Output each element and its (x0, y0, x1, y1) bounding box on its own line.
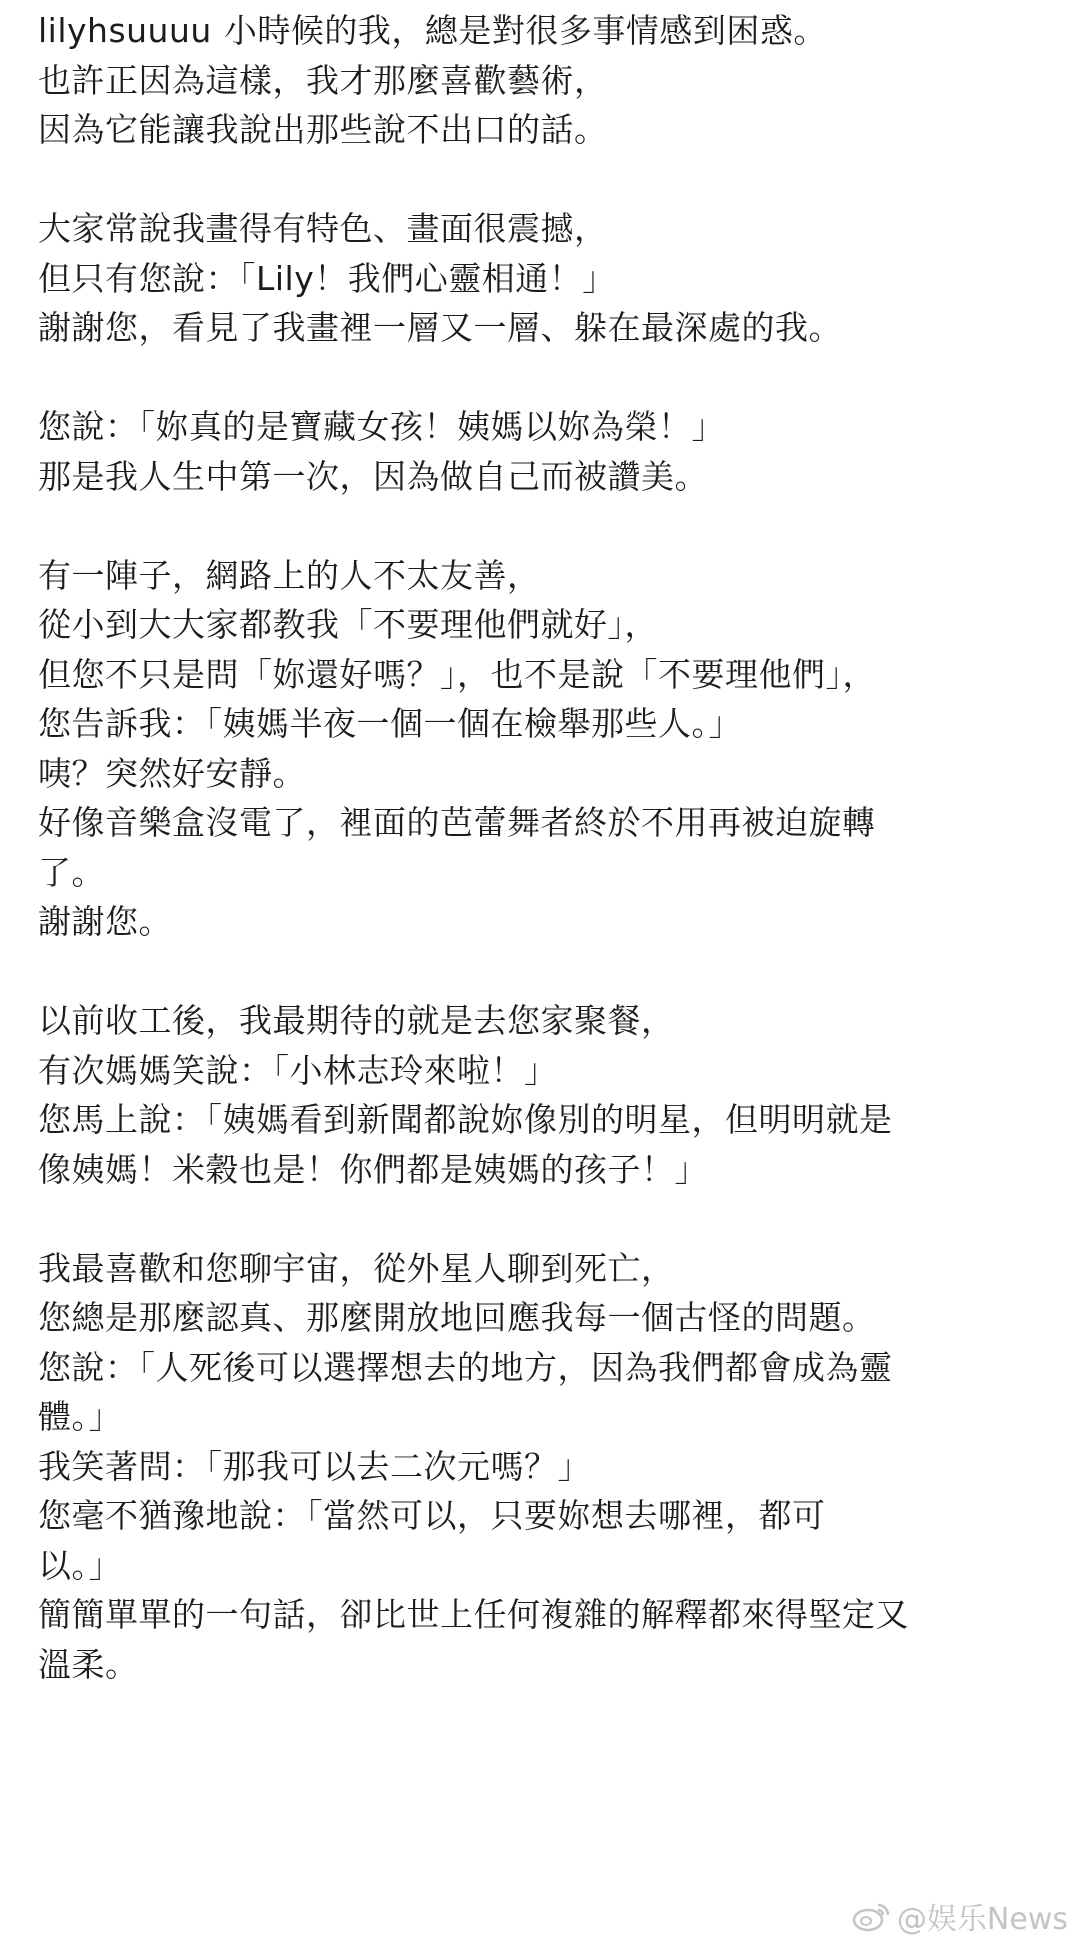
watermark (851, 1894, 1068, 1938)
caption-line: 您告訴我：「姨媽半夜一個一個在檢舉那些人。」 (38, 704, 742, 743)
caption-line: 以前收工後，我最期待的就是去您家聚餐， (38, 1001, 675, 1040)
username[interactable]: lilyhsuuuu (38, 11, 212, 50)
caption-line: 我最喜歡和您聊宇宙，從外星人聊到死亡， (38, 1248, 675, 1288)
weibo-icon (851, 1899, 891, 1933)
caption-blank-line (38, 501, 1058, 551)
caption-line (38, 6, 1058, 56)
caption-line: 簡簡單單的一句話，卻比世上任何複雜的解釋都來得堅定又 (38, 1595, 909, 1634)
caption-line: 那是我人生中第一次，因為做自己而被讚美。 (38, 456, 708, 496)
caption-line: 了。 (38, 852, 105, 892)
caption-line: 咦？突然好安靜。 (38, 753, 306, 793)
caption-line: 溫柔。 (38, 1644, 139, 1684)
caption-line: 從小到大大家都教我「不要理他們就好」， (38, 605, 658, 644)
caption-line: 謝謝您，看見了我畫裡一層又一層、躲在最深處的我。 (38, 308, 842, 347)
caption-line: 您說：「妳真的是寶藏女孩！姨媽以妳為榮！」 (38, 407, 725, 446)
caption-line: 我笑著問：「那我可以去二次元嗎？」 (38, 1446, 591, 1486)
caption-line: 因為它能讓我說出那些說不出口的話。 (38, 110, 608, 149)
caption-blank-line (38, 353, 1058, 403)
caption-blank-line (38, 155, 1058, 205)
caption-line: 您總是那麼認真、那麼開放地回應我每一個古怪的問題。 (38, 1298, 876, 1337)
caption-blank-line (38, 1194, 1058, 1244)
caption-line: 像姨媽！米穀也是！你們都是姨媽的孩子！」 (38, 1149, 708, 1189)
caption-line: 有一陣子，網路上的人不太友善， (38, 555, 541, 595)
watermark-text: @娱乐News (896, 1902, 1068, 1937)
caption-line: 體。」 (38, 1397, 122, 1436)
caption-line: 您毫不猶豫地說：「當然可以，只要妳想去哪裡，都可 (38, 1496, 826, 1535)
caption-line: 有次媽媽笑說：「小林志玲來啦！」 (38, 1050, 558, 1090)
caption-line: 您馬上說：「姨媽看到新聞都說妳像別的明星，但明明就是 (38, 1100, 893, 1139)
caption-line: 以。」 (38, 1545, 122, 1585)
caption-text: 小時候的我，總是對很多事情感到困惑。 (223, 11, 827, 50)
caption-blank-line (38, 947, 1058, 997)
caption-line: 謝謝您。 (38, 902, 172, 941)
caption-line: 您說：「人死後可以選擇想去的地方，因為我們都會成為靈 (38, 1347, 893, 1387)
caption-line: 大家常說我畫得有特色、畫面很震撼， (38, 209, 608, 248)
caption-line: 但您不只是問「妳還好嗎？」，也不是說「不要理他們」， (38, 654, 876, 694)
post-caption (38, 0, 1058, 1689)
caption-line: 也許正因為這樣，我才那麼喜歡藝術， (38, 60, 608, 100)
caption-line: 但只有您說：「Lily！我們心靈相通！」 (38, 258, 616, 298)
caption-line: 好像音樂盒沒電了，裡面的芭蕾舞者終於不用再被迫旋轉 (38, 803, 876, 842)
